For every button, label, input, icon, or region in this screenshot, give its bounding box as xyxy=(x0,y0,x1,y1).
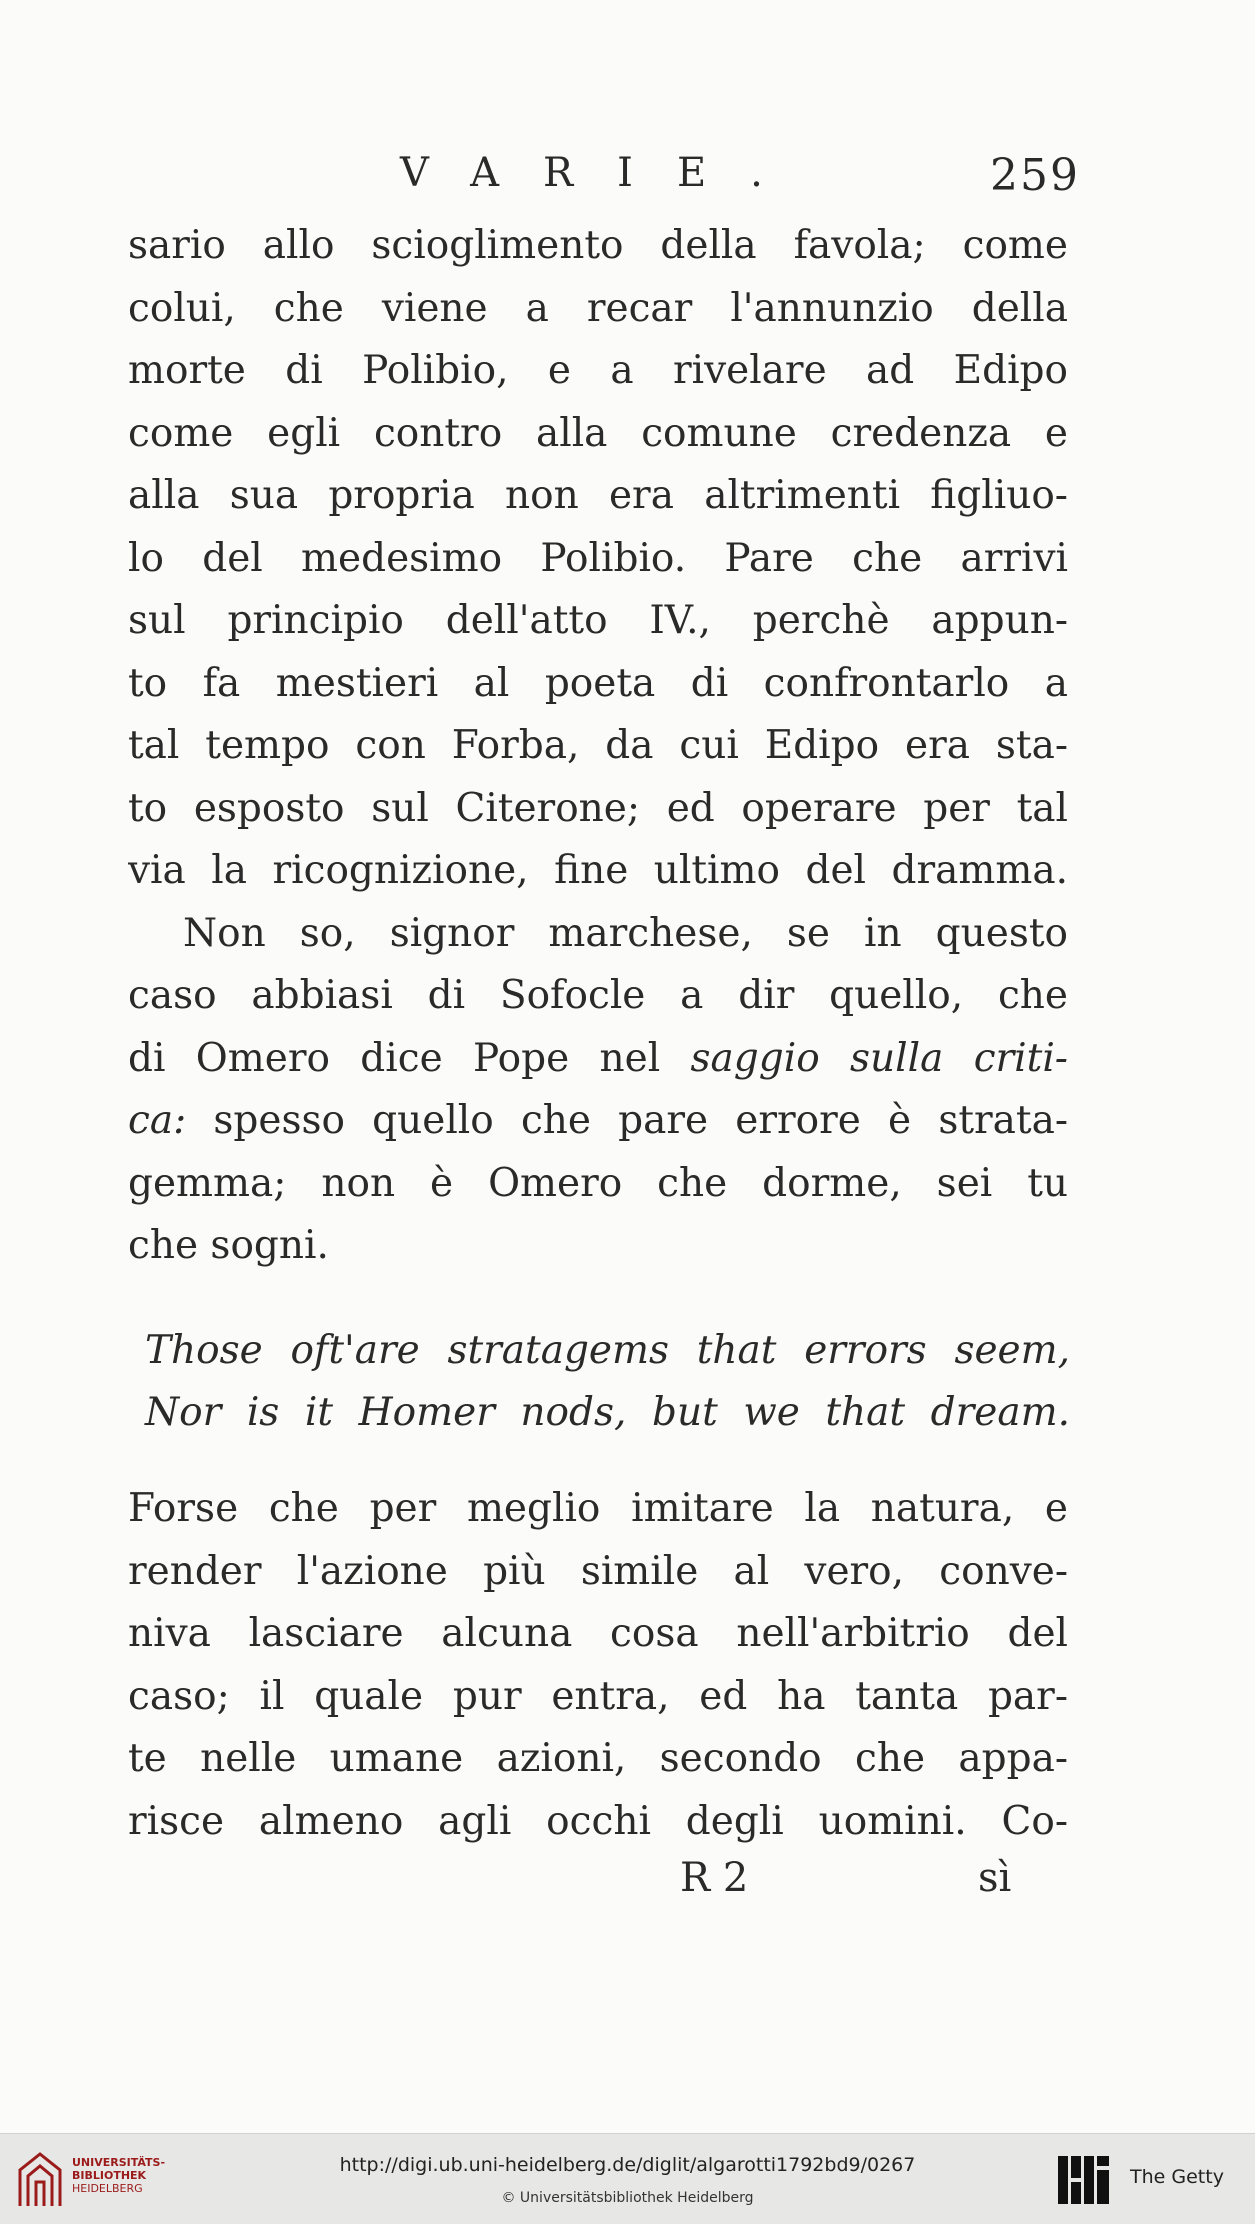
digitization-footer xyxy=(0,2133,1255,2224)
text-line: niva lasciare alcuna cosa nell'arbitrio del xyxy=(128,1611,1068,1656)
copyright-notice: © Universitätsbibliothek Heidelberg xyxy=(501,2190,754,2206)
text-line: caso; il quale pur entra, ed ha tanta par- xyxy=(128,1673,1068,1719)
text-line: Forse che per meglio imitare la natura, e xyxy=(128,1486,1068,1531)
text-line: sario allo scioglimento della favola; come xyxy=(128,223,1068,268)
text-line: tal tempo con Forba, da cui Edipo era sta- xyxy=(128,723,1068,768)
library-name-line: BIBLIOTHEK xyxy=(72,2169,147,2182)
text-line: caso abbiasi di Sofocle a dir quello, che xyxy=(128,973,1068,1018)
catchword: sì xyxy=(978,1855,1012,1901)
text-line: gemma; non è Omero che dorme, sei tu xyxy=(128,1160,1068,1206)
text-line: to esposto sul Citerone; ed operare per tal xyxy=(128,785,1068,831)
text-line: te nelle umane azioni, secondo che appa- xyxy=(128,1736,1068,1781)
body-text-continued xyxy=(128,1478,1068,1853)
text-line xyxy=(128,1090,1068,1153)
book-title-italic: saggio sulla criti- xyxy=(690,1035,1068,1081)
text-line: render l'azione più simile al vero, conve- xyxy=(128,1548,1068,1594)
text-line: risce almeno agli occhi degli uomini. Co- xyxy=(128,1798,1068,1844)
running-head xyxy=(0,150,1255,210)
getty-label[interactable]: The Getty xyxy=(1130,2166,1224,2188)
text-line: lo del medesimo Polibio. Pare che arrivi xyxy=(128,535,1068,581)
text-line: Non so, signor marchese, se in questo xyxy=(183,910,1068,956)
library-city: HEIDELBERG xyxy=(72,2182,143,2195)
signature-mark: R 2 xyxy=(680,1855,749,1901)
text-run: di Omero dice Pope nel xyxy=(128,1035,691,1081)
text-line: sul principio dell'atto IV., perchè appun- xyxy=(128,598,1068,643)
verse-quotation xyxy=(145,1320,1070,1444)
text-line: via la ricognizione, fine ultimo del dramma. xyxy=(128,848,1068,893)
text-line: morte di Polibio, e a rivelare ad Edipo xyxy=(128,348,1068,393)
text-line: come egli contro alla comune credenza e xyxy=(128,410,1068,456)
page-number: 259 xyxy=(990,150,1080,201)
text-line: to fa mestieri al poeta di confrontarlo a xyxy=(128,660,1068,706)
getty-logo-icon[interactable] xyxy=(1056,2152,1112,2208)
text-run: spesso quello che pare errore è strata- xyxy=(186,1098,1068,1143)
running-title: VARIE. xyxy=(400,150,807,196)
text-line: alla sua propria non era altrimenti figliuo- xyxy=(128,473,1068,518)
verse-line: Those oft'are stratagems that errors seem, xyxy=(145,1328,1070,1373)
body-text xyxy=(128,215,1068,1278)
verse-line: Nor is it Homer nods, but we that dream. xyxy=(145,1390,1070,1435)
permalink-url[interactable]: http://digi.ub.uni-heidelberg.de/diglit/algarotti1792bd9/0267 xyxy=(339,2154,916,2176)
text-line xyxy=(128,1028,1068,1091)
book-title-italic: ca: xyxy=(128,1098,187,1143)
page-foot xyxy=(0,1855,1255,1915)
library-name-line: UNIVERSITÄTS- xyxy=(72,2156,166,2169)
text-line: che sogni. xyxy=(128,1223,329,1268)
text-line: colui, che viene a recar l'annunzio della xyxy=(128,285,1068,331)
